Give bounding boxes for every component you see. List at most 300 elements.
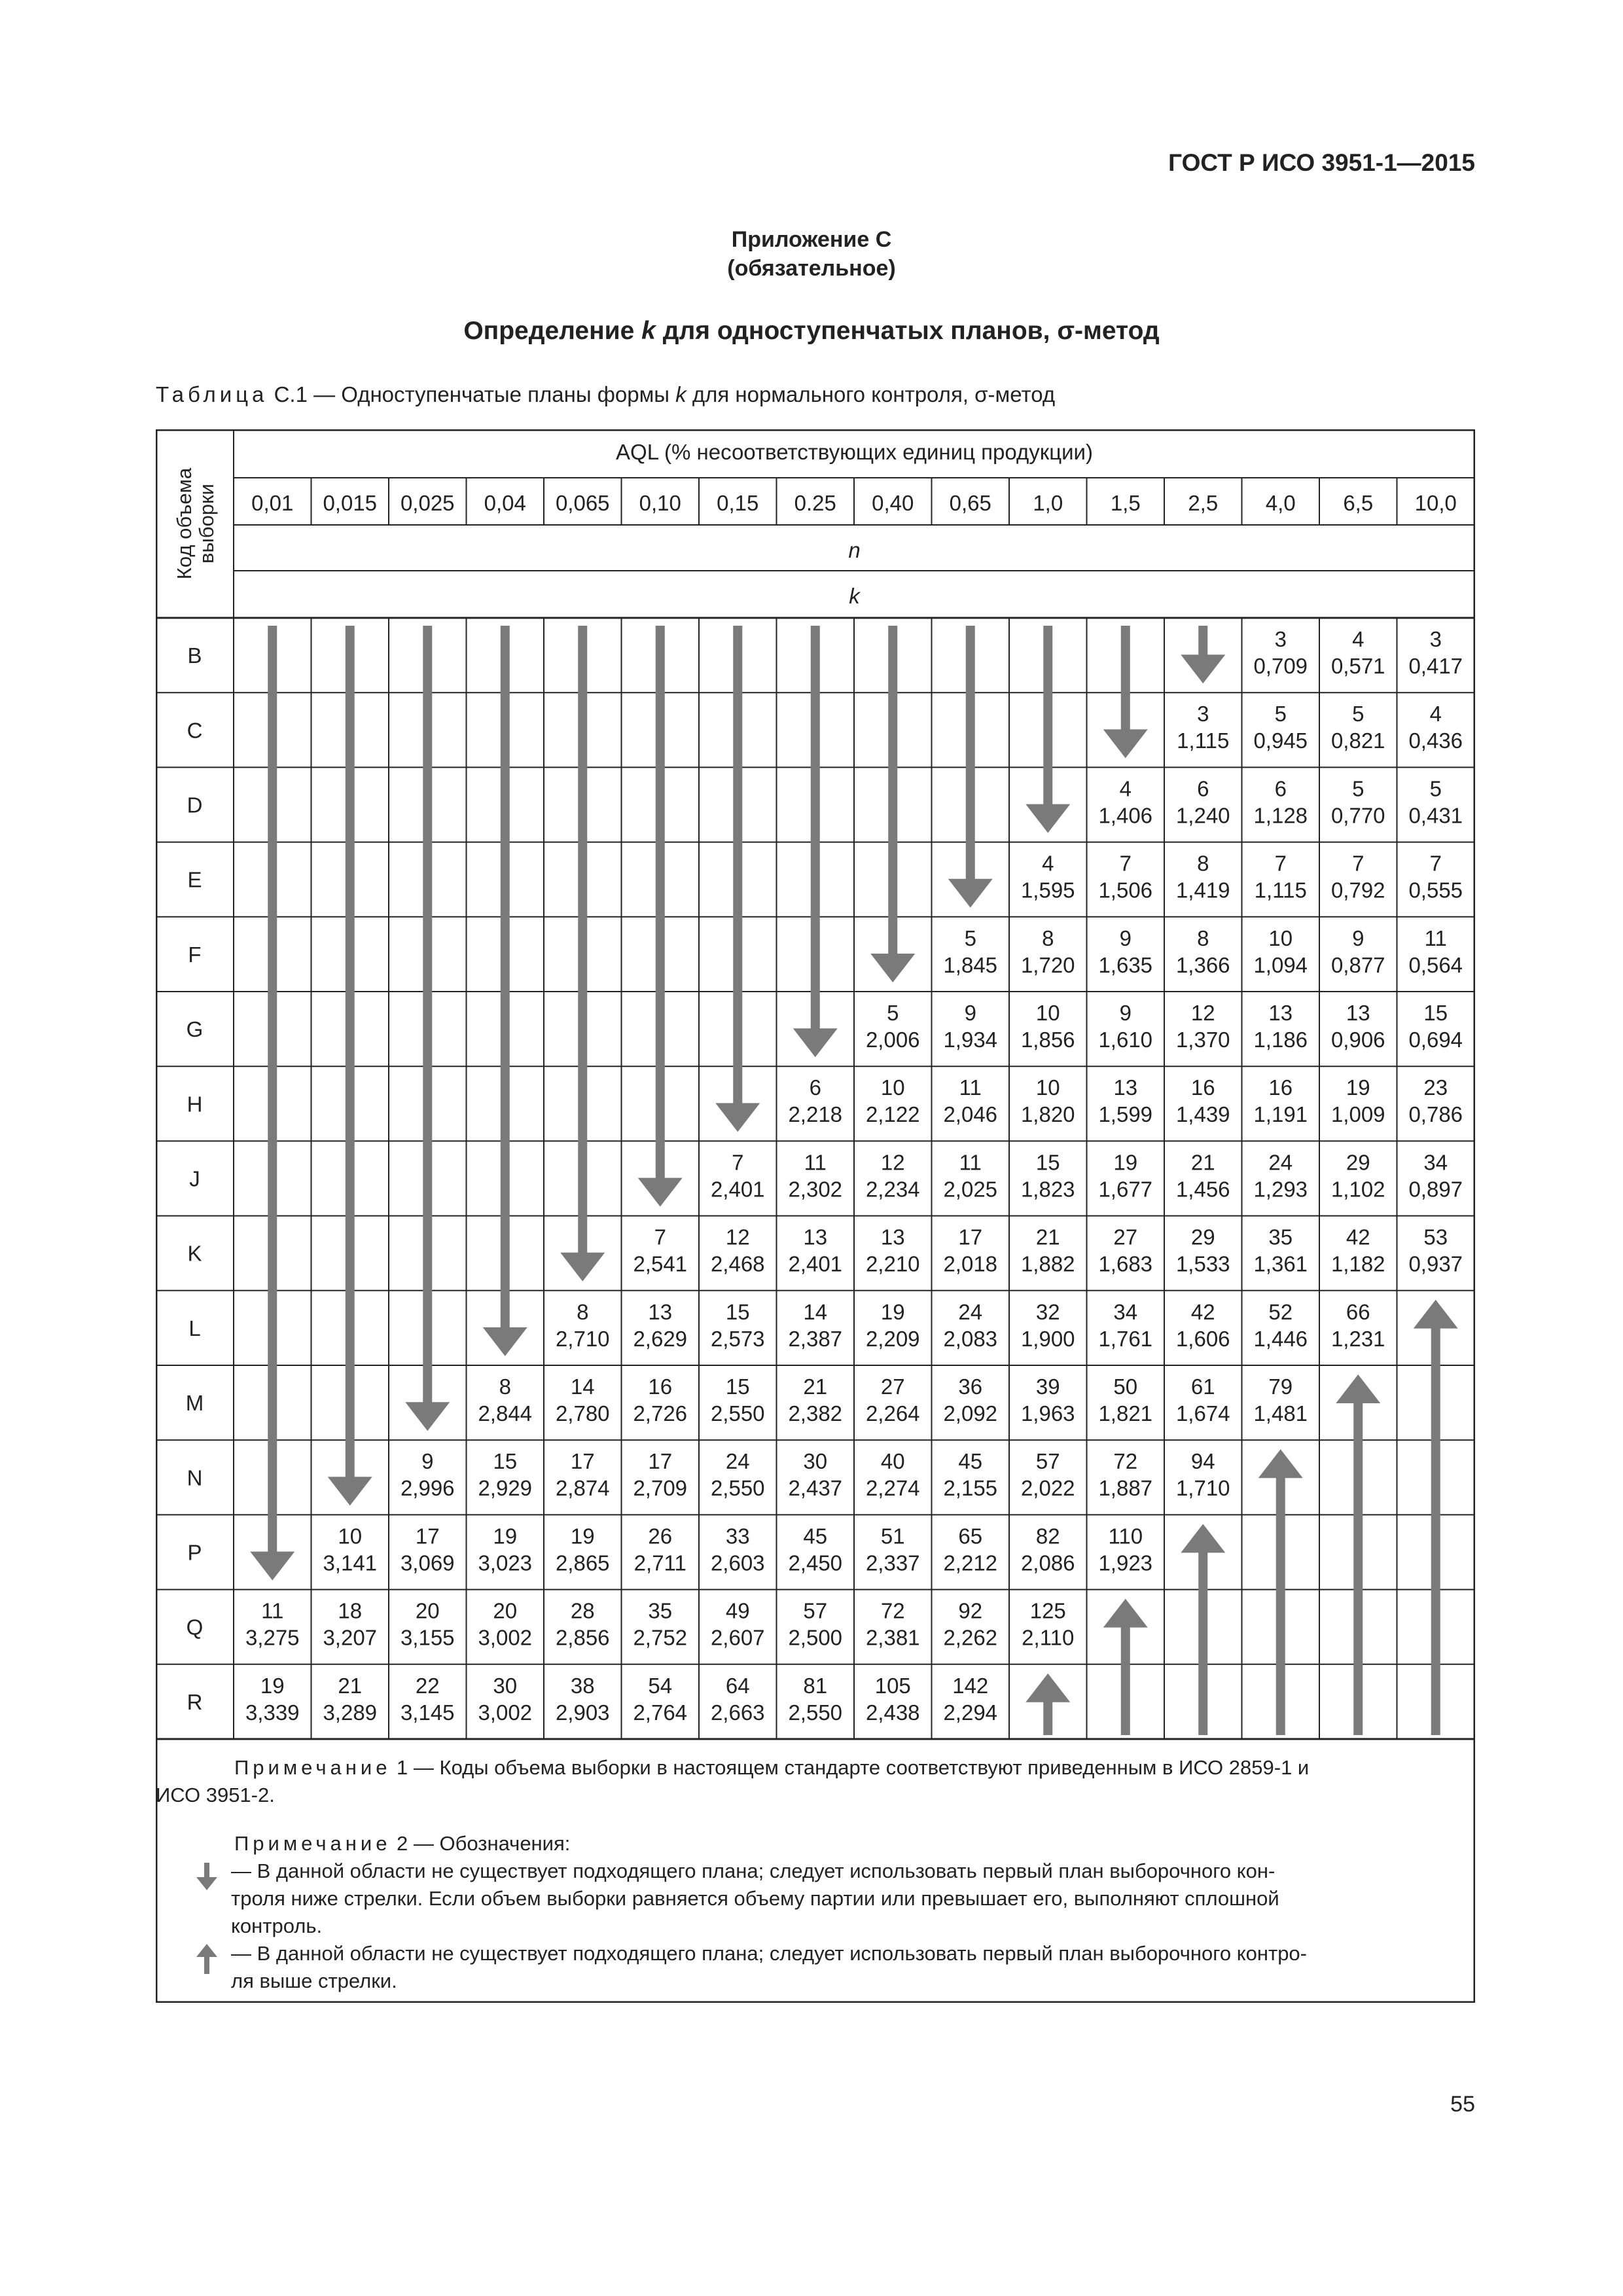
cell-n: 27 bbox=[880, 1374, 905, 1399]
cell-n: 94 bbox=[1190, 1449, 1215, 1474]
cell-k: 0,694 bbox=[1408, 1028, 1463, 1052]
cell-k: 2,709 bbox=[633, 1476, 688, 1501]
cell-n: 13 bbox=[1113, 1075, 1138, 1100]
down-arrow-head bbox=[560, 1253, 605, 1282]
aql-header: AQL (% несоответствующих единиц продукции) bbox=[616, 440, 1093, 464]
down-arrow-head bbox=[638, 1178, 683, 1207]
cell-n: 15 bbox=[493, 1449, 518, 1474]
up-arrow-head bbox=[1336, 1374, 1380, 1403]
cell-k: 2,302 bbox=[788, 1177, 843, 1202]
row-header-line: Код объема bbox=[173, 467, 196, 580]
down-arrow-head bbox=[1181, 655, 1225, 683]
cell-n: 10 bbox=[880, 1075, 905, 1100]
cell-k: 2,780 bbox=[555, 1401, 610, 1426]
cell-n: 17 bbox=[648, 1449, 673, 1474]
cell-k: 2,603 bbox=[710, 1551, 765, 1575]
cell-n: 26 bbox=[648, 1524, 673, 1549]
aql-value: 10,0 bbox=[1414, 491, 1457, 515]
cell-k: 1,606 bbox=[1175, 1326, 1230, 1351]
cell-n: 82 bbox=[1035, 1524, 1060, 1549]
up-arrow-head bbox=[1414, 1300, 1458, 1329]
cell-k: 2,025 bbox=[943, 1177, 998, 1202]
cell-k: 2,856 bbox=[555, 1625, 610, 1650]
table-caption bbox=[156, 382, 1055, 407]
down-arrow-shaft bbox=[1198, 626, 1207, 656]
cell-k: 2,764 bbox=[633, 1700, 688, 1725]
cell-n: 142 bbox=[952, 1673, 989, 1698]
cell-k: 3,155 bbox=[400, 1625, 455, 1650]
down-arrow-head bbox=[483, 1327, 527, 1356]
cell-k: 0,709 bbox=[1253, 654, 1308, 678]
cell-k: 0,436 bbox=[1408, 728, 1463, 753]
cell-k: 2,726 bbox=[633, 1401, 688, 1426]
sample-code: J bbox=[189, 1166, 200, 1191]
cell-n: 11 bbox=[261, 1598, 284, 1623]
cell-n: 51 bbox=[880, 1524, 905, 1549]
cell-n: 11 bbox=[959, 1075, 982, 1100]
cell-n: 15 bbox=[725, 1374, 750, 1399]
cell-k: 3,002 bbox=[478, 1700, 533, 1725]
cell-n: 52 bbox=[1268, 1299, 1293, 1324]
cell-n: 16 bbox=[1268, 1075, 1293, 1100]
cell-k: 2,450 bbox=[788, 1551, 843, 1575]
cell-k: 0,821 bbox=[1330, 728, 1385, 753]
cell-k: 0,945 bbox=[1253, 728, 1308, 753]
cell-n: 27 bbox=[1113, 1225, 1138, 1249]
cell-n: 18 bbox=[338, 1598, 363, 1623]
title-pre: Определение bbox=[463, 317, 642, 345]
cell-k: 1,610 bbox=[1098, 1028, 1153, 1052]
aql-value: 0,025 bbox=[400, 491, 455, 515]
aql-value: 4,0 bbox=[1265, 491, 1296, 515]
cell-n: 21 bbox=[803, 1374, 828, 1399]
down-arrow-shaft bbox=[578, 626, 587, 1254]
down-arrow-shaft bbox=[423, 626, 432, 1403]
n-label: n bbox=[848, 538, 861, 562]
cell-k: 2,401 bbox=[788, 1251, 843, 1276]
cell-n: 3 bbox=[1197, 702, 1209, 726]
note1-label: Примечание bbox=[234, 1756, 391, 1779]
down-arrow-head bbox=[1026, 804, 1070, 833]
cell-n: 34 bbox=[1113, 1299, 1138, 1324]
cell-k: 1,683 bbox=[1098, 1251, 1153, 1276]
up-arrow-shaft bbox=[1043, 1701, 1052, 1735]
down-arrow-head bbox=[948, 879, 993, 908]
cell-k: 1,720 bbox=[1020, 952, 1075, 977]
cell-n: 9 bbox=[964, 1001, 976, 1025]
cell-n: 19 bbox=[880, 1299, 905, 1324]
cell-n: 125 bbox=[1029, 1598, 1066, 1623]
cell-k: 1,761 bbox=[1098, 1326, 1153, 1351]
cell-k: 1,446 bbox=[1253, 1326, 1308, 1351]
cell-n: 40 bbox=[880, 1449, 905, 1474]
table-caption-number: С.1 — Одноступенчатые планы формы bbox=[274, 382, 676, 406]
cell-k: 2,500 bbox=[788, 1625, 843, 1650]
up-arrow-shaft bbox=[1276, 1477, 1285, 1735]
cell-n: 34 bbox=[1423, 1150, 1448, 1175]
cell-n: 14 bbox=[570, 1374, 595, 1399]
cell-k: 3,275 bbox=[245, 1625, 300, 1650]
cell-n: 30 bbox=[493, 1673, 518, 1698]
cell-n: 19 bbox=[1113, 1150, 1138, 1175]
cell-k: 1,710 bbox=[1175, 1476, 1230, 1501]
cell-n: 72 bbox=[1113, 1449, 1138, 1474]
cell-n: 16 bbox=[1190, 1075, 1215, 1100]
cell-n: 6 bbox=[1274, 776, 1287, 801]
down-arrow-shaft bbox=[966, 626, 975, 880]
up-arrow-shaft bbox=[1431, 1327, 1440, 1735]
sample-code: H bbox=[187, 1092, 203, 1117]
aql-value: 6,5 bbox=[1343, 491, 1374, 515]
title-post: для одноступенчатых планов, σ-метод bbox=[655, 317, 1160, 345]
cell-n: 21 bbox=[1190, 1150, 1215, 1175]
cell-k: 1,506 bbox=[1098, 878, 1153, 903]
cell-n: 110 bbox=[1108, 1524, 1143, 1549]
cell-k: 1,963 bbox=[1020, 1401, 1075, 1426]
cell-k: 1,009 bbox=[1330, 1102, 1385, 1127]
cell-n: 3 bbox=[1429, 627, 1442, 651]
down-arrow-head bbox=[1103, 729, 1148, 758]
sample-code: F bbox=[188, 942, 202, 967]
cell-k: 0,417 bbox=[1408, 654, 1463, 678]
up-arrow-shaft bbox=[1198, 1551, 1207, 1735]
cell-k: 1,115 bbox=[1254, 878, 1307, 903]
cell-k: 2,382 bbox=[788, 1401, 843, 1426]
cell-n: 29 bbox=[1190, 1225, 1215, 1249]
cell-n: 66 bbox=[1346, 1299, 1370, 1324]
cell-k: 2,264 bbox=[865, 1401, 920, 1426]
cell-n: 79 bbox=[1268, 1374, 1293, 1399]
down-arrow-head bbox=[405, 1402, 450, 1431]
down-arrow-shaft bbox=[811, 626, 820, 1030]
cell-n: 57 bbox=[803, 1598, 828, 1623]
up-arrow-head bbox=[1181, 1524, 1225, 1552]
cell-k: 1,370 bbox=[1175, 1028, 1230, 1052]
down-line-1: — В данной области не существует подходящего плана; следует использовать первый план выборочного кон- bbox=[231, 1859, 1275, 1882]
cell-n: 12 bbox=[725, 1225, 750, 1249]
cell-k: 2,996 bbox=[400, 1476, 455, 1501]
cell-k: 1,406 bbox=[1098, 803, 1153, 828]
cell-k: 1,481 bbox=[1253, 1401, 1308, 1426]
cell-k: 2,086 bbox=[1020, 1551, 1075, 1575]
table-caption-label: Таблица bbox=[156, 382, 268, 406]
sample-code: Q bbox=[186, 1615, 204, 1640]
cell-n: 20 bbox=[415, 1598, 440, 1623]
cell-k: 0,792 bbox=[1330, 878, 1385, 903]
cell-n: 8 bbox=[1197, 851, 1209, 876]
cell-n: 19 bbox=[1346, 1075, 1370, 1100]
sample-code: N bbox=[187, 1465, 203, 1490]
cell-n: 15 bbox=[1423, 1001, 1448, 1025]
sample-code: G bbox=[186, 1017, 204, 1042]
cell-k: 2,212 bbox=[943, 1551, 998, 1575]
cell-k: 2,122 bbox=[865, 1102, 920, 1127]
cell-k: 2,550 bbox=[788, 1700, 843, 1725]
cell-k: 2,903 bbox=[555, 1700, 610, 1725]
sample-code: K bbox=[187, 1241, 202, 1266]
cell-k: 0,571 bbox=[1330, 654, 1385, 678]
cell-n: 5 bbox=[1352, 702, 1364, 726]
cell-k: 1,102 bbox=[1330, 1177, 1385, 1202]
cell-k: 3,023 bbox=[478, 1551, 533, 1575]
cell-k: 1,186 bbox=[1253, 1028, 1308, 1052]
cell-k: 2,874 bbox=[555, 1476, 610, 1501]
cell-k: 1,882 bbox=[1020, 1251, 1075, 1276]
aql-value: 0,01 bbox=[251, 491, 294, 515]
cell-k: 1,533 bbox=[1175, 1251, 1230, 1276]
sample-code: B bbox=[187, 643, 202, 668]
cell-k: 2,468 bbox=[710, 1251, 765, 1276]
cell-n: 19 bbox=[260, 1673, 285, 1698]
annex-title: Приложение С bbox=[731, 227, 892, 252]
cell-n: 36 bbox=[958, 1374, 983, 1399]
cell-k: 2,092 bbox=[943, 1401, 998, 1426]
cell-n: 5 bbox=[887, 1001, 899, 1025]
cell-k: 2,022 bbox=[1020, 1476, 1075, 1501]
aql-value: 0,065 bbox=[555, 491, 610, 515]
cell-n: 7 bbox=[1352, 851, 1364, 876]
cell-n: 54 bbox=[648, 1673, 673, 1698]
down-arrow-shaft bbox=[346, 626, 355, 1478]
note2-text: 2 — Обозначения: bbox=[391, 1832, 571, 1855]
sample-code: P bbox=[187, 1540, 202, 1565]
cell-k: 2,629 bbox=[633, 1326, 688, 1351]
cell-k: 0,877 bbox=[1330, 952, 1385, 977]
legend-down-arrow bbox=[156, 1857, 1465, 1940]
cell-k: 2,865 bbox=[555, 1551, 610, 1575]
cell-k: 1,887 bbox=[1098, 1476, 1153, 1501]
cell-k: 2,711 bbox=[633, 1551, 687, 1575]
cell-k: 2,018 bbox=[943, 1251, 998, 1276]
note-2 bbox=[156, 1830, 1465, 1995]
cell-n: 10 bbox=[1268, 925, 1293, 950]
cell-n: 72 bbox=[880, 1598, 905, 1623]
cell-n: 64 bbox=[725, 1673, 750, 1698]
down-arrow-shaft bbox=[733, 626, 742, 1104]
up-arrow-head bbox=[1258, 1449, 1303, 1478]
cell-n: 10 bbox=[338, 1524, 363, 1549]
cell-n: 11 bbox=[959, 1150, 982, 1175]
cell-k: 2,083 bbox=[943, 1326, 998, 1351]
cell-k: 2,438 bbox=[865, 1700, 920, 1725]
cell-n: 7 bbox=[654, 1225, 666, 1249]
cell-n: 65 bbox=[958, 1524, 983, 1549]
down-arrow-shaft bbox=[1043, 626, 1052, 806]
cell-k: 1,128 bbox=[1253, 803, 1308, 828]
cell-k: 2,110 bbox=[1022, 1625, 1075, 1650]
cell-k: 2,006 bbox=[865, 1028, 920, 1052]
cell-n: 7 bbox=[1119, 851, 1132, 876]
cell-n: 45 bbox=[958, 1449, 983, 1474]
cell-n: 8 bbox=[499, 1374, 511, 1399]
aql-value: 0,40 bbox=[872, 491, 914, 515]
cell-n: 42 bbox=[1190, 1299, 1215, 1324]
cell-k: 1,856 bbox=[1020, 1028, 1075, 1052]
cell-n: 4 bbox=[1352, 627, 1364, 651]
aql-value: 0,04 bbox=[484, 491, 526, 515]
cell-k: 1,674 bbox=[1175, 1401, 1230, 1426]
cell-k: 1,595 bbox=[1020, 878, 1075, 903]
cell-n: 12 bbox=[1190, 1001, 1215, 1025]
cell-k: 1,240 bbox=[1175, 803, 1230, 828]
note1-continued: ИСО 3951-2. bbox=[156, 1784, 275, 1806]
cell-n: 29 bbox=[1346, 1150, 1370, 1175]
up-line-1: — В данной области не существует подходящего плана; следует использовать первый план выборочного контро- bbox=[231, 1942, 1307, 1965]
cell-k: 1,439 bbox=[1175, 1102, 1230, 1127]
note2-label: Примечание bbox=[234, 1832, 391, 1855]
down-arrow-head bbox=[870, 954, 915, 982]
cell-n: 4 bbox=[1042, 851, 1054, 876]
cell-n: 35 bbox=[648, 1598, 673, 1623]
cell-n: 22 bbox=[415, 1673, 440, 1698]
cell-k: 1,635 bbox=[1098, 952, 1153, 977]
cell-k: 2,844 bbox=[478, 1401, 533, 1426]
cell-k: 1,599 bbox=[1098, 1102, 1153, 1127]
cell-k: 2,437 bbox=[788, 1476, 843, 1501]
cell-k: 0,555 bbox=[1408, 878, 1463, 903]
cell-n: 105 bbox=[874, 1673, 911, 1698]
cell-n: 11 bbox=[804, 1150, 827, 1175]
down-arrow-shaft bbox=[888, 626, 897, 955]
down-arrow-head bbox=[793, 1028, 838, 1057]
cell-k: 0,786 bbox=[1408, 1102, 1463, 1127]
cell-n: 12 bbox=[880, 1150, 905, 1175]
aql-value: 1,0 bbox=[1033, 491, 1063, 515]
down-arrow-shaft bbox=[268, 626, 277, 1553]
cell-n: 17 bbox=[958, 1225, 983, 1249]
cell-k: 2,929 bbox=[478, 1476, 533, 1501]
cell-k: 0,937 bbox=[1408, 1251, 1463, 1276]
cell-n: 23 bbox=[1423, 1075, 1448, 1100]
cell-n: 11 bbox=[1424, 925, 1447, 950]
cell-k: 2,294 bbox=[943, 1700, 998, 1725]
cell-k: 1,820 bbox=[1020, 1102, 1075, 1127]
note1-text: 1 — Коды объема выборки в настоящем стандарте соответствуют приведенным в ИСО 2859-1 и bbox=[391, 1756, 1310, 1779]
cell-n: 8 bbox=[1197, 925, 1209, 950]
cell-k: 2,710 bbox=[555, 1326, 610, 1351]
cell-n: 30 bbox=[803, 1449, 828, 1474]
down-arrow-shaft bbox=[501, 626, 510, 1329]
cell-n: 9 bbox=[1352, 925, 1364, 950]
cell-n: 45 bbox=[803, 1524, 828, 1549]
cell-n: 6 bbox=[809, 1075, 821, 1100]
cell-k: 2,550 bbox=[710, 1401, 765, 1426]
aql-value: 2,5 bbox=[1188, 491, 1219, 515]
cell-k: 1,191 bbox=[1253, 1102, 1308, 1127]
cell-n: 15 bbox=[725, 1299, 750, 1324]
cell-n: 19 bbox=[493, 1524, 518, 1549]
cell-n: 35 bbox=[1268, 1225, 1293, 1249]
table-caption-rest: для нормального контроля, σ-метод bbox=[686, 382, 1056, 406]
cell-n: 5 bbox=[964, 925, 976, 950]
cell-k: 1,900 bbox=[1020, 1326, 1075, 1351]
cell-n: 6 bbox=[1197, 776, 1209, 801]
cell-k: 2,381 bbox=[865, 1625, 920, 1650]
cell-n: 15 bbox=[1035, 1150, 1060, 1175]
up-arrow-shaft bbox=[1353, 1402, 1363, 1735]
cell-k: 1,419 bbox=[1175, 878, 1230, 903]
cell-n: 42 bbox=[1346, 1225, 1370, 1249]
cell-n: 20 bbox=[493, 1598, 518, 1623]
legend-up-arrow bbox=[156, 1940, 1465, 1995]
aql-value: 0,65 bbox=[949, 491, 991, 515]
standard-code: ГОСТ Р ИСО 3951-1—2015 bbox=[1168, 149, 1475, 176]
cell-n: 7 bbox=[1429, 851, 1442, 876]
up-arrow-icon bbox=[194, 1943, 220, 1975]
cell-n: 9 bbox=[421, 1449, 434, 1474]
cell-k: 1,923 bbox=[1098, 1551, 1153, 1575]
cell-n: 92 bbox=[958, 1598, 983, 1623]
sample-code: L bbox=[188, 1316, 201, 1340]
cell-k: 2,541 bbox=[633, 1251, 688, 1276]
cell-k: 2,550 bbox=[710, 1476, 765, 1501]
cell-k: 2,218 bbox=[788, 1102, 843, 1127]
cell-n: 13 bbox=[1268, 1001, 1293, 1025]
aql-value: 0,15 bbox=[717, 491, 759, 515]
cell-k: 1,115 bbox=[1177, 728, 1230, 753]
sample-code: R bbox=[187, 1689, 203, 1714]
cell-k: 2,752 bbox=[633, 1625, 688, 1650]
cell-k: 3,002 bbox=[478, 1625, 533, 1650]
annex-status: (обязательное) bbox=[727, 256, 896, 281]
sample-code: D bbox=[187, 793, 203, 817]
up-arrow-head bbox=[1026, 1674, 1070, 1702]
cell-k: 1,456 bbox=[1175, 1177, 1230, 1202]
cell-k: 1,821 bbox=[1098, 1401, 1153, 1426]
cell-n: 9 bbox=[1119, 925, 1132, 950]
cell-n: 13 bbox=[648, 1299, 673, 1324]
cell-n: 32 bbox=[1035, 1299, 1060, 1324]
down-line-3: контроль. bbox=[231, 1914, 323, 1937]
cell-n: 61 bbox=[1190, 1374, 1215, 1399]
cell-k: 1,182 bbox=[1330, 1251, 1385, 1276]
cell-n: 5 bbox=[1274, 702, 1287, 726]
k-label: k bbox=[849, 584, 860, 608]
cell-n: 24 bbox=[725, 1449, 750, 1474]
cell-k: 1,845 bbox=[943, 952, 998, 977]
cell-k: 0,431 bbox=[1408, 803, 1463, 828]
cell-n: 19 bbox=[570, 1524, 595, 1549]
cell-k: 3,069 bbox=[400, 1551, 455, 1575]
cell-n: 5 bbox=[1429, 776, 1442, 801]
cell-n: 10 bbox=[1035, 1001, 1060, 1025]
cell-k: 2,234 bbox=[865, 1177, 920, 1202]
cell-n: 4 bbox=[1119, 776, 1132, 801]
down-arrow-head bbox=[250, 1552, 294, 1581]
down-arrow-icon bbox=[194, 1863, 220, 1893]
cell-n: 7 bbox=[1274, 851, 1287, 876]
cell-n: 8 bbox=[577, 1299, 589, 1324]
aql-value: 1,5 bbox=[1110, 491, 1141, 515]
cell-k: 3,145 bbox=[400, 1700, 455, 1725]
cell-k: 3,339 bbox=[245, 1700, 300, 1725]
row-header-line: выборки bbox=[195, 484, 218, 564]
cell-k: 3,289 bbox=[323, 1700, 378, 1725]
cell-n: 13 bbox=[803, 1225, 828, 1249]
cell-k: 1,094 bbox=[1253, 952, 1308, 977]
cell-k: 2,262 bbox=[943, 1625, 998, 1650]
document-title bbox=[0, 317, 1623, 346]
cell-k: 0,897 bbox=[1408, 1177, 1463, 1202]
annex-heading bbox=[0, 225, 1623, 283]
cell-k: 2,663 bbox=[710, 1700, 765, 1725]
cell-k: 3,141 bbox=[323, 1551, 378, 1575]
cell-n: 5 bbox=[1352, 776, 1364, 801]
cell-n: 24 bbox=[958, 1299, 983, 1324]
cell-n: 28 bbox=[570, 1598, 595, 1623]
cell-n: 21 bbox=[338, 1673, 363, 1698]
title-k: k bbox=[641, 317, 656, 345]
